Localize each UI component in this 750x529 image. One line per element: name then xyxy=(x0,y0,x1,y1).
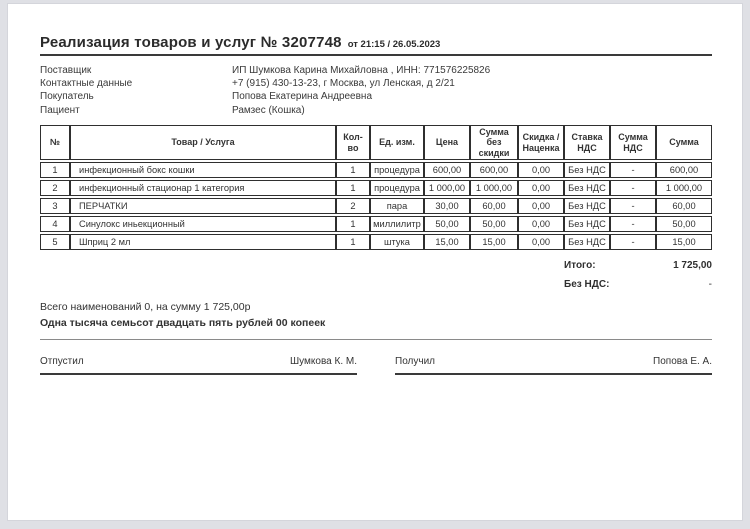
cell-vat-rate: Без НДС xyxy=(564,180,610,196)
cell-sum: 60,00 xyxy=(656,198,712,214)
info-row-supplier xyxy=(40,64,712,77)
cell-number: 4 xyxy=(40,216,70,232)
col-header-sum: Сумма xyxy=(656,125,712,161)
col-header-sum-no-discount: Сумма без скидки xyxy=(470,125,518,161)
cell-discount: 0,00 xyxy=(518,198,564,214)
issued-label: Отпустил xyxy=(40,356,84,368)
document-header xyxy=(40,34,712,51)
cell-discount: 0,00 xyxy=(518,162,564,178)
cell-price: 600,00 xyxy=(424,162,470,178)
received-name: Попова Е. А. xyxy=(653,356,712,368)
cell-vat-sum: - xyxy=(610,234,656,250)
patient-value: Рамзес (Кошка) xyxy=(232,104,305,116)
signature-issued xyxy=(40,356,357,375)
cell-vat-sum: - xyxy=(610,162,656,178)
patient-label: Пациент xyxy=(40,104,80,116)
col-header-unit: Ед. изм. xyxy=(370,125,424,161)
footer-divider xyxy=(40,339,712,340)
cell-number: 5 xyxy=(40,234,70,250)
cell-price: 1 000,00 xyxy=(424,180,470,196)
col-header-vat-sum: Сумма НДС xyxy=(610,125,656,161)
cell-discount: 0,00 xyxy=(518,180,564,196)
info-row-buyer xyxy=(40,90,712,103)
cell-sum: 600,00 xyxy=(656,162,712,178)
table-row xyxy=(40,180,712,196)
info-row-contacts xyxy=(40,77,712,90)
total-value: 1 725,00 xyxy=(673,260,712,272)
cell-price: 50,00 xyxy=(424,216,470,232)
cell-qty: 1 xyxy=(336,162,370,178)
cell-vat-rate: Без НДС xyxy=(564,198,610,214)
page-title: Реализация товаров и услуг № 3207748 xyxy=(40,34,342,51)
cell-sum-no-discount: 600,00 xyxy=(470,162,518,178)
cell-sum-no-discount: 1 000,00 xyxy=(470,180,518,196)
cell-price: 30,00 xyxy=(424,198,470,214)
cell-vat-rate: Без НДС xyxy=(564,216,610,232)
cell-price: 15,00 xyxy=(424,234,470,250)
cell-sum-no-discount: 60,00 xyxy=(470,198,518,214)
cell-qty: 2 xyxy=(336,198,370,214)
cell-number: 2 xyxy=(40,180,70,196)
summary-block xyxy=(40,301,712,329)
supplier-label: Поставщик xyxy=(40,65,92,76)
contacts-label: Контактные данные xyxy=(40,78,133,90)
cell-sum-no-discount: 15,00 xyxy=(470,234,518,250)
cell-discount: 0,00 xyxy=(518,216,564,232)
cell-item: ПЕРЧАТКИ xyxy=(70,198,336,214)
no-vat-value: - xyxy=(708,279,712,291)
total-label: Итого: xyxy=(564,260,596,272)
cell-unit: штука xyxy=(370,234,424,250)
total-row xyxy=(564,260,712,271)
cell-item: Синулокс иньекционный xyxy=(70,216,336,232)
cell-item: Шприц 2 мл xyxy=(70,234,336,250)
cell-item: инфекционный бокс кошки xyxy=(70,162,336,178)
cell-number: 3 xyxy=(40,198,70,214)
cell-vat-sum: - xyxy=(610,198,656,214)
cell-vat-rate: Без НДС xyxy=(564,234,610,250)
cell-vat-sum: - xyxy=(610,216,656,232)
summary-count-line: Всего наименований 0, на сумму 1 725,00р xyxy=(40,301,251,314)
totals-block xyxy=(564,260,712,290)
items-table xyxy=(40,123,712,253)
cell-discount: 0,00 xyxy=(518,234,564,250)
no-vat-row xyxy=(564,279,712,290)
cell-sum-no-discount: 50,00 xyxy=(470,216,518,232)
cell-sum: 1 000,00 xyxy=(656,180,712,196)
buyer-label: Покупатель xyxy=(40,91,94,103)
summary-words-line: Одна тысяча семьсот двадцать пять рублей 00 копеек xyxy=(40,317,326,330)
col-header-vat-rate: Ставка НДС xyxy=(564,125,610,161)
cell-sum: 50,00 xyxy=(656,216,712,232)
cell-number: 1 xyxy=(40,162,70,178)
no-vat-label: Без НДС: xyxy=(564,279,610,291)
table-row xyxy=(40,162,712,178)
buyer-value: Попова Екатерина Андреевна xyxy=(232,91,373,103)
cell-sum: 15,00 xyxy=(656,234,712,250)
title-divider xyxy=(40,54,712,56)
col-header-qty: Кол-во xyxy=(336,125,370,161)
cell-unit: миллилитр xyxy=(370,216,424,232)
contacts-value: +7 (915) 430-13-23, г Москва, ул Ленская, д 2/21 xyxy=(232,78,455,90)
cell-qty: 1 xyxy=(336,180,370,196)
invoice-document xyxy=(7,3,743,521)
received-label: Получил xyxy=(395,356,435,368)
parties-info xyxy=(40,64,712,117)
table-row xyxy=(40,216,712,232)
col-header-discount: Скидка / Наценка xyxy=(518,125,564,161)
cell-unit: процедура xyxy=(370,180,424,196)
table-row xyxy=(40,234,712,250)
issued-name: Шумкова К. М. xyxy=(289,356,357,368)
cell-vat-sum: - xyxy=(610,180,656,196)
signatures-block xyxy=(40,356,712,375)
cell-unit: пара xyxy=(370,198,424,214)
info-row-patient xyxy=(40,104,712,117)
col-header-item: Товар / Услуга xyxy=(70,125,336,161)
cell-item: инфекционный стационар 1 категория xyxy=(70,180,336,196)
supplier-value: ИП Шумкова Карина Михайловна , ИНН: 771576225826 xyxy=(232,65,491,76)
table-header-row xyxy=(40,125,712,161)
col-header-price: Цена xyxy=(424,125,470,161)
document-datetime: от 21:15 / 26.05.2023 xyxy=(347,39,441,50)
table-row xyxy=(40,198,712,214)
cell-vat-rate: Без НДС xyxy=(564,162,610,178)
signature-received xyxy=(395,356,712,375)
cell-qty: 1 xyxy=(336,216,370,232)
col-header-number: № xyxy=(40,125,70,161)
cell-qty: 1 xyxy=(336,234,370,250)
cell-unit: процедура xyxy=(370,162,424,178)
